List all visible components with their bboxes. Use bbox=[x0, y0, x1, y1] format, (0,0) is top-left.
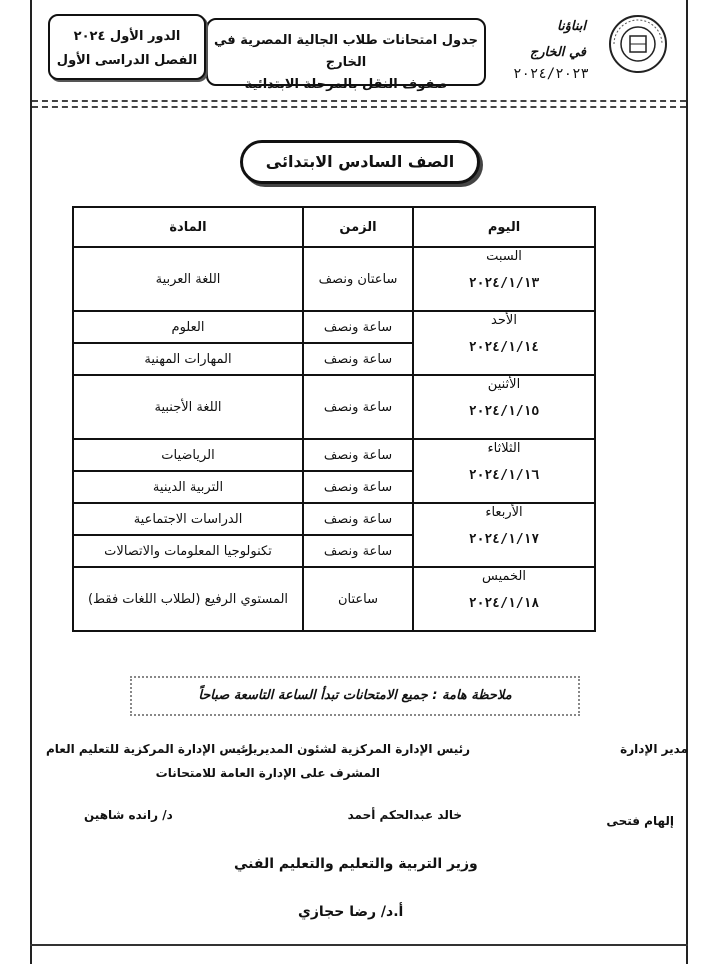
header-duration: الزمن bbox=[303, 207, 413, 247]
day-name: السبت bbox=[486, 249, 522, 264]
subject-cell: الدراسات الاجتماعية bbox=[73, 503, 303, 535]
day-name: الثلاثاء bbox=[487, 441, 521, 456]
day-date: ٢٠٢٤/١/١٤ bbox=[468, 340, 540, 355]
day-date: ٢٠٢٤/١/١٨ bbox=[468, 596, 540, 611]
day-name: الأربعاء bbox=[485, 505, 523, 520]
duration-cell: ساعة ونصف bbox=[303, 471, 413, 503]
header-title-line-2: صفوف النقل بالمرحلة الابتدائية bbox=[244, 77, 448, 92]
subject-cell: اللغة الأجنبية bbox=[73, 375, 303, 439]
duration-cell: ساعة ونصف bbox=[303, 535, 413, 567]
table-row bbox=[73, 311, 595, 343]
term-line-2: الفصل الدراسى الأول bbox=[56, 53, 198, 68]
director-title: مدير الإدارة bbox=[620, 742, 688, 756]
directorates-title: رئيس الإدارة المركزية لشئون المديريات bbox=[236, 742, 470, 756]
divider-rule bbox=[32, 106, 686, 108]
abroad-line-2: في الخارج bbox=[529, 45, 586, 60]
subject-cell: التربية الدينية bbox=[73, 471, 303, 503]
abroad-label bbox=[486, 14, 586, 66]
header-day: اليوم bbox=[413, 207, 595, 247]
day-date: ٢٠٢٤/١/١٧ bbox=[468, 532, 540, 547]
exam-schedule-table bbox=[72, 206, 596, 632]
table-row bbox=[73, 503, 595, 535]
bottom-rule bbox=[30, 944, 688, 946]
duration-cell: ساعة ونصف bbox=[303, 343, 413, 375]
subject-cell: اللغة العربية bbox=[73, 247, 303, 311]
directorates-subtitle: المشرف على الإدارة العامة للامتحانات bbox=[155, 766, 380, 780]
duration-cell: ساعتان bbox=[303, 567, 413, 631]
grade-title: الصف السادس الابتدائى bbox=[240, 140, 480, 184]
subject-cell: الرياضيات bbox=[73, 439, 303, 471]
subject-cell: المهارات المهنية bbox=[73, 343, 303, 375]
header-title-line-1: جدول امتحانات طلاب الجالية المصرية في الخارج bbox=[214, 33, 478, 70]
day-cell bbox=[413, 503, 595, 567]
divider-rule bbox=[32, 100, 686, 102]
duration-cell: ساعتان ونصف bbox=[303, 247, 413, 311]
term-line-1: الدور الأول ٢٠٢٤ bbox=[73, 29, 181, 44]
subject-cell: العلوم bbox=[73, 311, 303, 343]
ministry-logo-icon bbox=[608, 14, 668, 74]
directorates-name: خالد عبدالحكم أحمد bbox=[347, 808, 462, 822]
important-note: ملاحظة هامة : جميع الامتحانات تبدأ الساعة التاسعة صباحاً bbox=[130, 676, 580, 716]
day-cell bbox=[413, 311, 595, 375]
subject-cell: المستوي الرفيع (لطلاب اللغات فقط) bbox=[73, 567, 303, 631]
day-name: الأثنين bbox=[487, 377, 521, 392]
abroad-line-1: ابناؤنا bbox=[557, 19, 586, 34]
academic-year: ٢٠٢٤/٢٠٢٣ bbox=[513, 66, 589, 82]
day-cell bbox=[413, 439, 595, 503]
term-box bbox=[48, 14, 206, 80]
day-cell bbox=[413, 567, 595, 631]
duration-cell: ساعة ونصف bbox=[303, 375, 413, 439]
minister-title: وزير التربية والتعليم والتعليم الفني bbox=[234, 856, 478, 872]
table-row bbox=[73, 439, 595, 471]
day-cell bbox=[413, 247, 595, 311]
duration-cell: ساعة ونصف bbox=[303, 503, 413, 535]
duration-cell: ساعة ونصف bbox=[303, 439, 413, 471]
table-header-row bbox=[73, 207, 595, 247]
day-date: ٢٠٢٤/١/١٥ bbox=[468, 404, 540, 419]
minister-name: أ.د/ رضا حجازي bbox=[298, 904, 404, 920]
day-name: الخميس bbox=[482, 569, 526, 584]
day-date: ٢٠٢٤/١/١٣ bbox=[468, 276, 540, 291]
header-title-box bbox=[206, 18, 486, 92]
general-name: د/ رانده شاهين bbox=[84, 808, 173, 822]
day-cell bbox=[413, 375, 595, 439]
subject-cell: تكنولوجيا المعلومات والاتصالات bbox=[73, 535, 303, 567]
day-date: ٢٠٢٤/١/١٦ bbox=[468, 468, 540, 483]
duration-cell: ساعة ونصف bbox=[303, 311, 413, 343]
table-row bbox=[73, 375, 595, 439]
table-row bbox=[73, 567, 595, 631]
director-name: إلهام فتحى bbox=[606, 814, 674, 828]
table-row bbox=[73, 247, 595, 311]
day-name: الأحد bbox=[491, 313, 517, 328]
header-subject: المادة bbox=[73, 207, 303, 247]
general-title: رئيس الإدارة المركزية للتعليم العام bbox=[46, 742, 253, 756]
